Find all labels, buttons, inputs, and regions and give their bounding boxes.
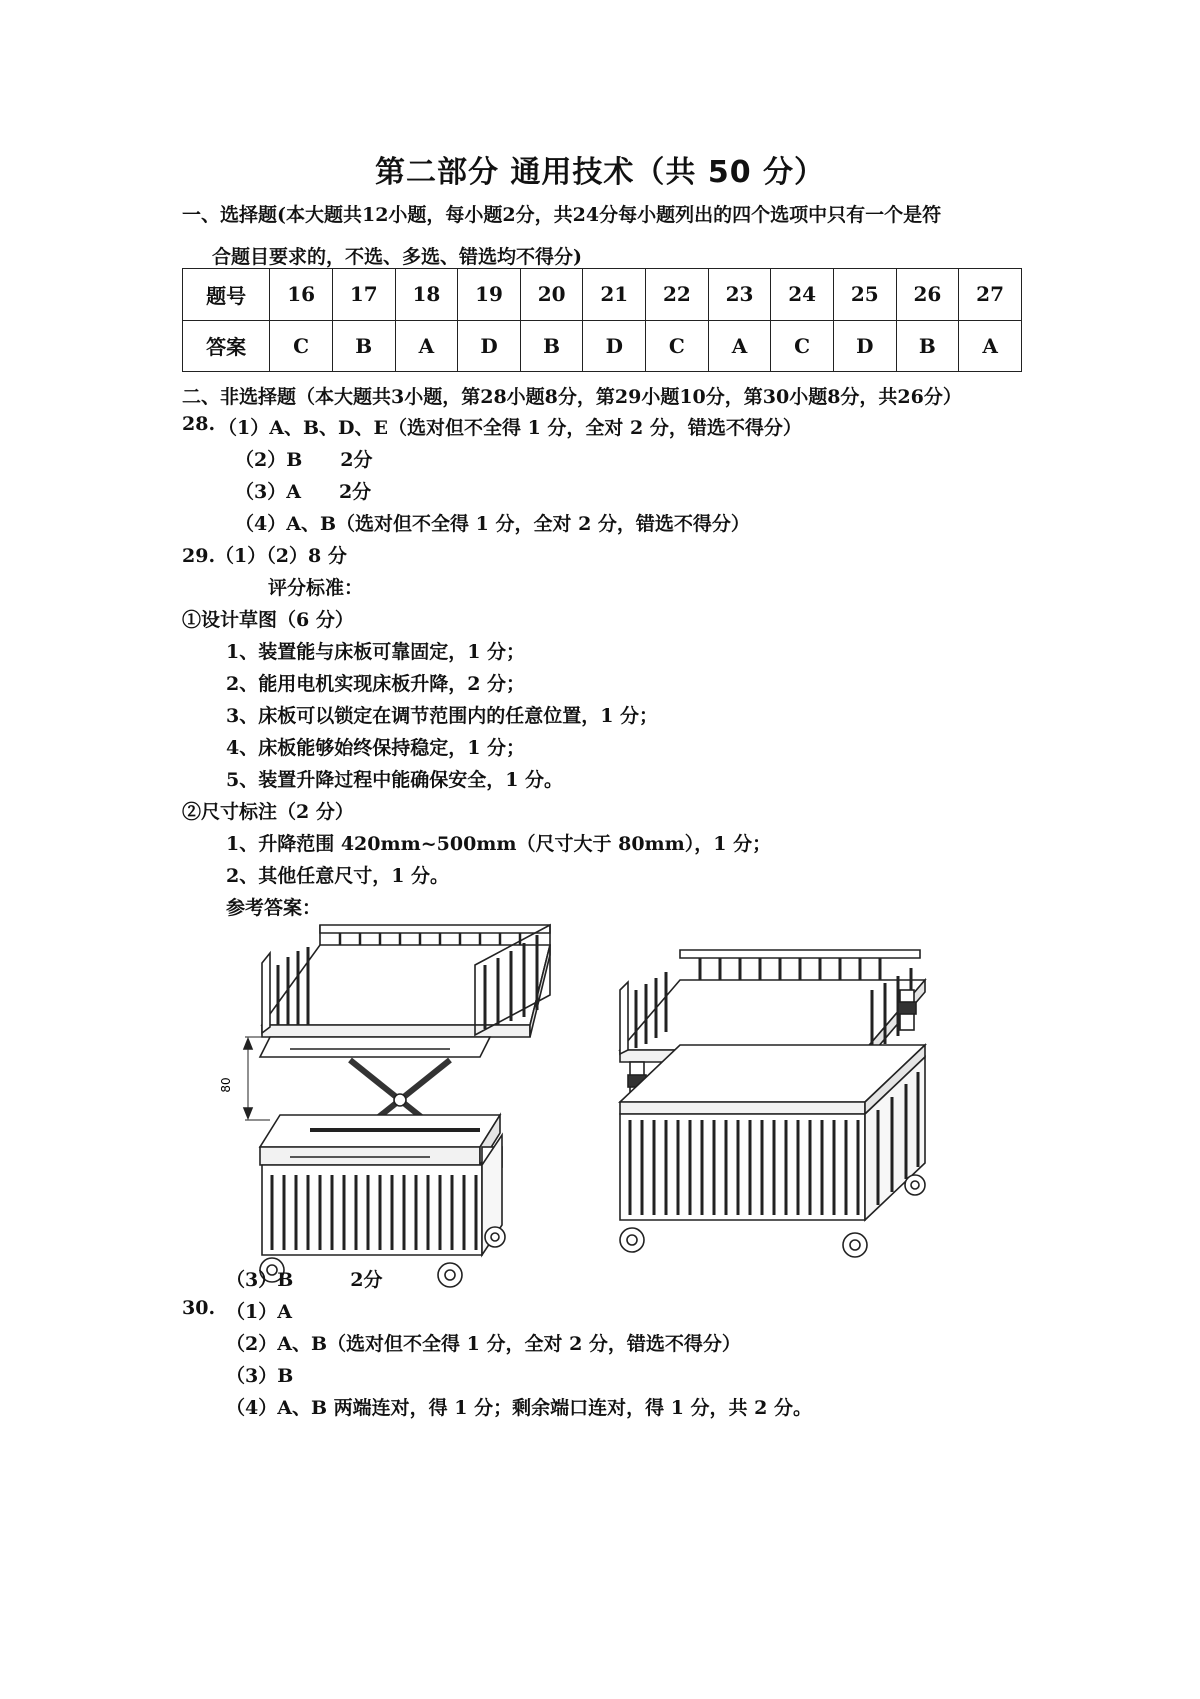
- q29-criteria-label: 评分标准：: [268, 577, 364, 599]
- q29-label: 29.（1）（2）8 分: [182, 545, 347, 567]
- question-number: 16: [270, 269, 333, 321]
- section2-heading: 二、非选择题（本大题共3小题，第28小题8分，第29小题10分，第30小题8分，共26分）: [182, 386, 962, 408]
- answer-cell: A: [708, 320, 771, 372]
- row-label-answer: 答案: [183, 320, 270, 372]
- section1-heading-line1: 一、选择题(本大题共12小题，每小题2分，共24分每小题列出的四个选项中只有一个是符: [182, 204, 942, 226]
- q28-part4: （4）A、B（选对但不全得 1 分，全对 2 分，错选不得分）: [235, 513, 750, 535]
- question-number: 26: [896, 269, 959, 321]
- row-label-number: 题号: [183, 269, 270, 321]
- q29-part-a-item: 2、能用电机实现床板升降，2 分；: [226, 673, 526, 695]
- question-number: 21: [583, 269, 646, 321]
- answer-cell: B: [896, 320, 959, 372]
- answer-cell: B: [332, 320, 395, 372]
- answer-cell: D: [458, 320, 521, 372]
- q28-part3: （3）A 2分: [235, 481, 372, 503]
- answer-cell: D: [833, 320, 896, 372]
- q29-part-b-item: 1、升降范围 420mm~500mm（尺寸大于 80mm），1 分；: [226, 833, 772, 855]
- question-number: 24: [771, 269, 834, 321]
- scissor-lift-bed-figure: [219, 925, 580, 1305]
- question-number: 20: [520, 269, 583, 321]
- q28-part1: （1）A、B、D、E（选对但不全得 1 分，全对 2 分，错选不得分）: [218, 417, 802, 439]
- q30-part2: （2）A、B（选对但不全得 1 分，全对 2 分，错选不得分）: [226, 1333, 741, 1355]
- question-number: 19: [458, 269, 521, 321]
- q29-part-a-item: 1、装置能与床板可靠固定，1 分；: [226, 641, 526, 663]
- question-number: 23: [708, 269, 771, 321]
- q30-part4: （4）A、B 两端连对，得 1 分；剩余端口连对，得 1 分，共 2 分。: [226, 1397, 812, 1419]
- answer-cell: D: [583, 320, 646, 372]
- question-number: 18: [395, 269, 458, 321]
- q29-reference-label: 参考答案：: [226, 897, 322, 919]
- q30-part1: （1）A: [226, 1301, 292, 1323]
- q29-part-a-item: 3、床板可以锁定在调节范围内的任意位置，1 分；: [226, 705, 659, 727]
- q29-part-b-item: 2、其他任意尺寸，1 分。: [226, 865, 450, 887]
- page-title: 第二部分 通用技术（共 50 分）: [374, 155, 826, 190]
- question-number: 22: [646, 269, 709, 321]
- question-number: 27: [959, 269, 1022, 321]
- answer-cell: C: [771, 320, 834, 372]
- q28-part2: （2）B 2分: [235, 449, 373, 471]
- question-number: 25: [833, 269, 896, 321]
- answer-cell: A: [395, 320, 458, 372]
- q29-part-a-item: 5、装置升降过程中能确保安全，1 分。: [226, 769, 564, 791]
- answer-cell: B: [520, 320, 583, 372]
- q29-part-a-item: 4、床板能够始终保持稳定，1 分；: [226, 737, 526, 759]
- q29-part-b-title: ②尺寸标注（2 分）: [182, 801, 354, 823]
- q29-part3: （3）B 2分: [226, 1269, 383, 1291]
- answer-row: [183, 320, 1022, 372]
- dimension-label: 80: [219, 1077, 233, 1093]
- answer-table: [182, 268, 1022, 372]
- question-number-row: [183, 269, 1022, 321]
- answer-cell: C: [646, 320, 709, 372]
- section1-heading-line2: 合题目要求的，不选、多选、错选均不得分): [212, 246, 582, 268]
- q28-label: 28.: [182, 413, 216, 435]
- post-lift-bed-figure: [610, 950, 950, 1290]
- answer-cell: A: [959, 320, 1022, 372]
- answer-cell: C: [270, 320, 333, 372]
- q29-part-a-title: ①设计草图（6 分）: [182, 609, 354, 631]
- q30-label: 30.: [182, 1297, 216, 1319]
- q30-part3: （3）B: [226, 1365, 294, 1387]
- question-number: 17: [332, 269, 395, 321]
